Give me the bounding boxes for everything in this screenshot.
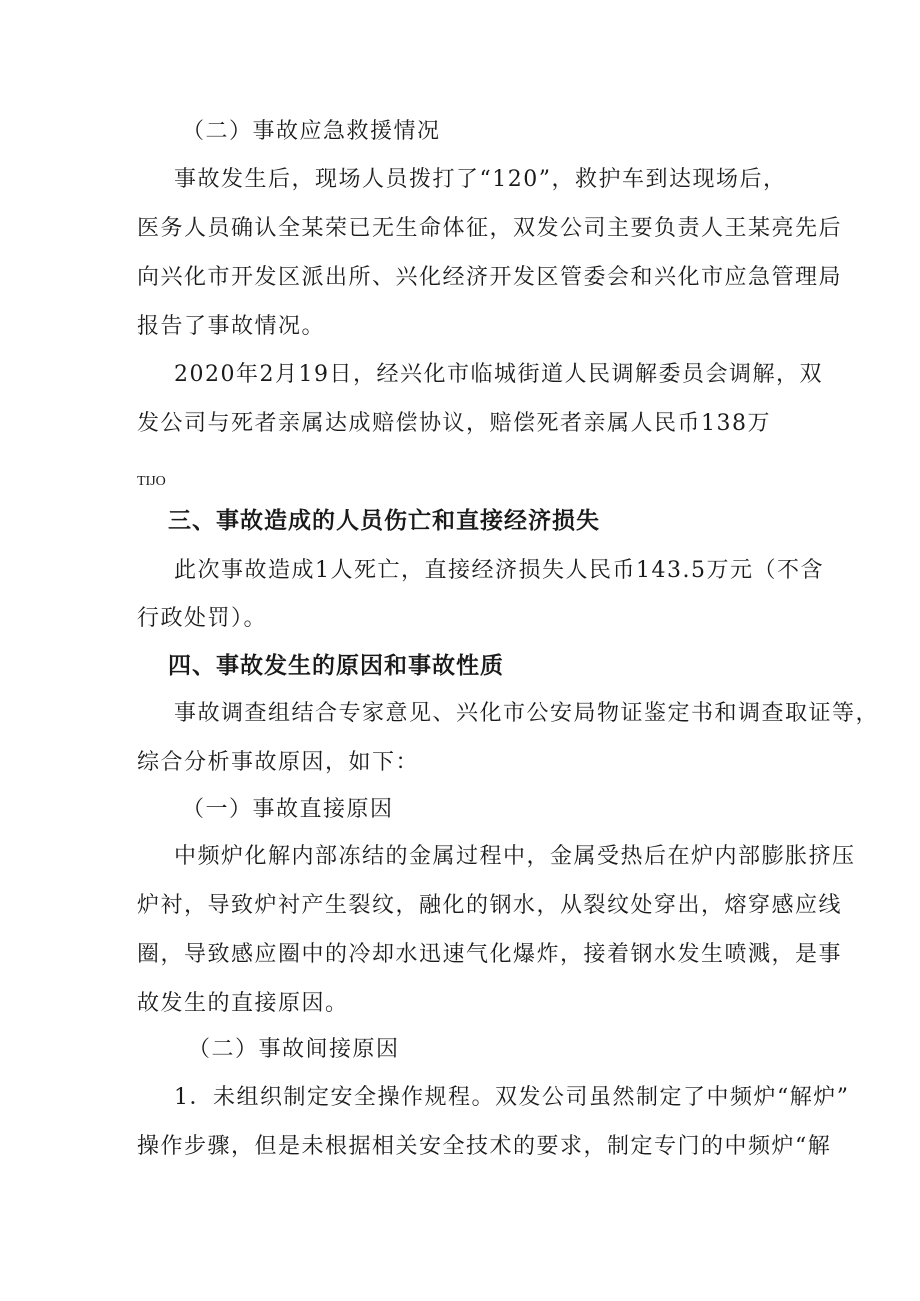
- paragraph-line: 中频炉化解内部冻结的金属过程中，金属受热后在炉内部膨胀挤压: [174, 844, 856, 869]
- paragraph-line: 报告了事故情况。: [137, 314, 326, 339]
- section-4-heading: 四、事故发生的原因和事故性质: [168, 653, 504, 679]
- paragraph-line: 事故发生后，现场人员拨打了“120”，救护车到达现场后，: [174, 167, 787, 192]
- stray-text: TIJO: [137, 474, 166, 489]
- paragraph-line: 故发生的直接原因。: [137, 991, 349, 1016]
- paragraph-line: 1．未组织制定安全操作规程。双发公司虽然制定了中频炉“解炉”: [174, 1085, 850, 1110]
- rescue-subheading: （二）事故应急救援情况: [182, 119, 441, 144]
- paragraph-line: 2020年2月19日，经兴化市临城街道人民调解委员会调解，双: [174, 362, 823, 387]
- paragraph-line: 综合分析事故原因，如下：: [137, 750, 420, 775]
- direct-cause-heading: （一）事故直接原因: [182, 797, 394, 822]
- paragraph-line: 圈，导致感应圈中的冷却水迅速气化爆炸，接着钢水发生喷溅，是事: [137, 942, 843, 967]
- indirect-cause-heading: （二）事故间接原因: [188, 1037, 400, 1062]
- paragraph-line: 医务人员确认全某荣已无生命体征，双发公司主要负责人王某亮先后: [137, 216, 843, 241]
- section-3-heading: 三、事故造成的人员伤亡和直接经济损失: [168, 508, 600, 534]
- paragraph-line: 向兴化市开发区派出所、兴化经济开发区管委会和兴化市应急管理局: [137, 265, 843, 290]
- paragraph-line: 事故调查组结合专家意见、兴化市公安局物证鉴定书和调查取证等，: [174, 701, 880, 726]
- paragraph-line: 此次事故造成1人死亡，直接经济损失人民币143.5万元（不含: [174, 558, 824, 583]
- paragraph-line: 炉衬，导致炉衬产生裂纹，融化的钢水，从裂纹处穿出，熔穿感应线: [137, 893, 843, 918]
- paragraph-line: 操作步骤，但是未根据相关安全技术的要求，制定专门的中频炉“解: [137, 1134, 832, 1159]
- paragraph-line: 行政处罚）。: [137, 606, 268, 631]
- paragraph-line: 发公司与死者亲属达成赔偿协议，赔偿死者亲属人民币138万: [137, 411, 771, 436]
